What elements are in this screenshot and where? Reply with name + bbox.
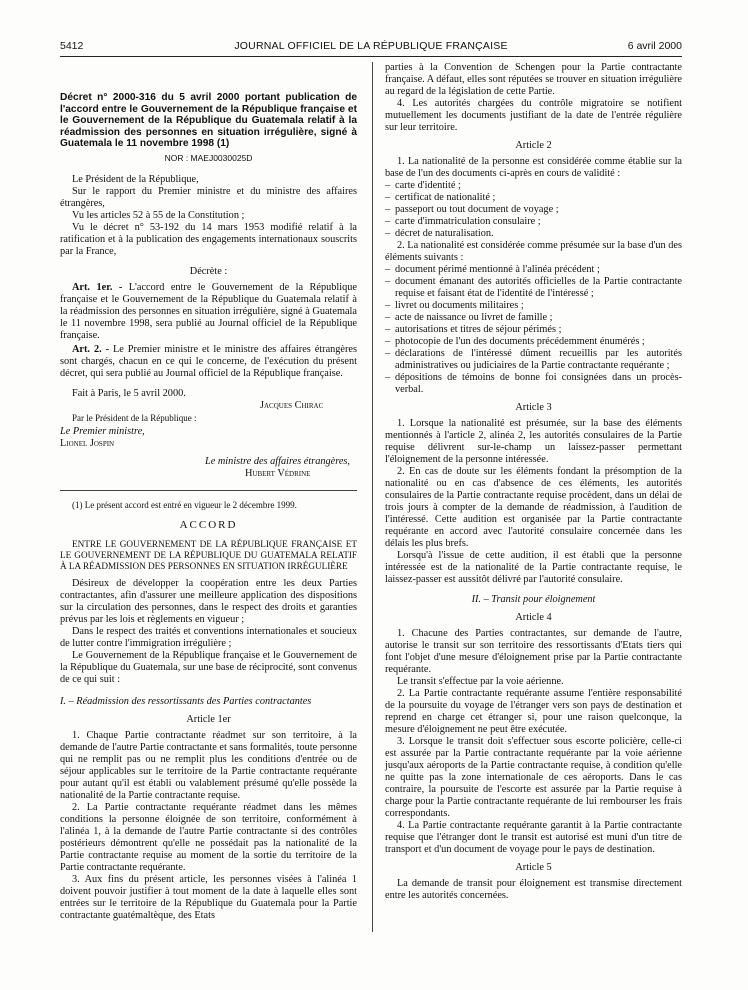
article-5-heading: Article 5: [515, 862, 552, 873]
page-number: 5412: [60, 40, 84, 52]
intro-paragraph: Le Gouvernement de la République française et le Gouvernement de la République du Guatemala, sur une base de réciprocité, sont convenus de ce qui suit :: [60, 649, 357, 685]
foreign-minister-name: Hubert Védrine: [245, 467, 311, 479]
intro-paragraph: Dans le respect des traités et conventions internationales et soucieux de lutter contre l'immigration irrégulière ;: [60, 625, 357, 649]
article-5-paragraph: La demande de transit pour éloignement est transmise directement entre les autorités concernées.: [385, 878, 682, 901]
president-signature: Jacques Chirac: [260, 399, 324, 411]
list-item: – décret de naturalisation.: [385, 228, 682, 240]
section-2-heading: II. – Transit pour éloignement: [471, 594, 596, 605]
foreign-minister-title: Le ministre des affaires étrangères,: [205, 455, 351, 467]
decree-article-2-label: Art. 2. -: [72, 343, 110, 355]
article-1-paragraph: 3. Aux fins du présent article, les personnes visées à l'alinéa 1 doivent pouvoir justifier à tout moment de la date à laquelle elles sont entrées sur le territoire de la République du Guatemala pour la Partie contractante guatémaltèque, des Etats: [60, 873, 357, 921]
decree-article-2: [60, 344, 357, 380]
article-4-paragraph: 4. La Partie contractante requérante garantit à la Partie contractante requise que l'étranger dont le transit est autorisé est muni d'un titre de transport et d'un document de voyage pour le pays de destination.: [385, 820, 682, 855]
article-2-paragraph: 1. La nationalité de la personne est considérée comme établie sur la base de l'un des documents ci-après en cours de validité :: [385, 156, 682, 179]
list-item: – document périmé mentionné à l'alinéa précédent ;: [385, 264, 682, 276]
intro-paragraph: Désireux de développer la coopération entre les deux Parties contractantes, afin d'assurer une meilleure application des dispositions sur la circulation des personnes, dans le respect des droits et garanties prévus par les lois et règlements en vigueur ;: [60, 577, 357, 625]
article-3-paragraph: 2. En cas de doute sur les éléments fondant la présomption de la nationalité ou en cas d'absence de ces éléments, les autorités consulaires de la Partie contractante requise procèdent, dans un délai de trois jours à compter de la demande de réadmission, à l'audition de l'intéressé. Cette audition est organisée par la Partie contractante requérante en accord avec l'autorité consulaire concernée dans les délais les plus brefs.: [385, 466, 682, 549]
article-2-paragraph: 2. La nationalité est considérée comme présumée sur la base d'un des éléments suivants :: [385, 240, 682, 263]
list-item: – passeport ou tout document de voyage ;: [385, 204, 682, 216]
preamble: [60, 174, 357, 258]
header-rule: [60, 56, 682, 57]
accord-title: ENTRE LE GOUVERNEMENT DE LA RÉPUBLIQUE FRANÇAISE ET LE GOUVERNEMENT DE LA RÉPUBLIQUE DU GUATEMALA RELATIF À LA RÉADMISSION DES PERSONNES EN SITUATION IRRÉGULIÈRE: [60, 538, 357, 571]
signature-place-date: Fait à Paris, le 5 avril 2000.: [72, 387, 186, 399]
column-divider: [372, 62, 373, 932]
decree-title: Décret n° 2000-316 du 5 avril 2000 portant publication de l'accord entre le Gouvernement de la République française et le Gouvernement de la République du Guatemala relatif à la réadmission des personnes en situation irrégulière, signé à Guatemala le 11 novembre 1998 (1): [60, 92, 357, 150]
list-item: – dépositions de témoins de bonne foi consignées dans un procès-verbal.: [385, 372, 682, 396]
article-1-paragraph: 1. Chaque Partie contractante réadmet sur son territoire, à la demande de l'autre Partie contractante et sans formalités, toute personne qui ne remplit pas ou ne remplit plus les conditions d'entrée ou de séjour applicables sur le territoire de la Partie contractante requérante pour autant qu'il est établi ou valablement présumé qu'elle possède la nationalité de la Partie contractante requise.: [60, 729, 357, 801]
preamble-line: Sur le rapport du Premier ministre et du ministre des affaires étrangères,: [60, 185, 357, 209]
preamble-line: Vu le décret n° 53-192 du 14 mars 1953 modifié relatif à la ratification et à la publication des engagements internationaux souscrits par la France,: [60, 221, 357, 257]
accord-heading: ACCORD: [179, 518, 238, 531]
article-4-paragraph: 2. La Partie contractante requérante assume l'entière responsabilité de la poursuite du voyage de l'étranger vers son pays de destination et reprend en charge cet étranger si, pour une raison quelconque, la mesure d'éloignement ne peut être exécutée.: [385, 688, 682, 735]
decrete-heading: Décrète :: [189, 265, 228, 277]
list-item: – carte d'immatriculation consulaire ;: [385, 216, 682, 228]
list-item: – livret ou documents militaires ;: [385, 300, 682, 312]
footnote-separator: [60, 490, 357, 491]
presumed-elements-list: [385, 264, 682, 396]
article-3-paragraph: Lorsqu'à l'issue de cette audition, il est établi que la personne intéressée est de la nationalité de la Partie contractante requise, le laissez-passer est aussitôt délivré par l'autorité consulaire.: [385, 550, 682, 585]
decree-article-1: [60, 282, 357, 342]
left-column: [60, 62, 357, 922]
article-4-paragraph: 3. Lorsque le transit doit s'effectuer sous escorte policière, celle-ci est assurée par la Partie contractante requérante par la voie aérienne jusqu'aux aéroports de la Partie contractante requise, à condition qu'elle ne quitte pas la zone internationale de ces aéroports. Dans le cas contraire, la poursuite de l'escorte est assurée par la Partie requise à charge pour la Partie contractante requérante de lui rembourser les frais correspondants.: [385, 736, 682, 819]
decree-article-2-text: Le Premier ministre et le ministre des affaires étrangères sont chargés, chacun en ce qui le concerne, de l'exécution du présent décret, qui sera publié au Journal officiel de la République française.: [60, 343, 358, 379]
list-item: – document émanant des autorités officielles de la Partie contractante requise et faisant état de l'identité de l'intéressé ;: [385, 276, 682, 300]
accord-intro: [60, 578, 357, 686]
nor-reference: NOR : MAEJ0030025D: [164, 152, 253, 163]
decree-article-1-label: Art. 1er. -: [72, 281, 123, 293]
preamble-line: Vu les articles 52 à 55 de la Constitution ;: [72, 209, 245, 221]
prime-minister-name: Lionel Jospin: [60, 437, 115, 449]
continued-paragraph: 4. Les autorités chargées du contrôle migratoire se notifient mutuellement les documents justifiant de la date de l'entrée régulière sur leur territoire.: [385, 98, 682, 133]
list-item: – carte d'identité ;: [385, 180, 682, 192]
continued-paragraph: parties à la Convention de Schengen pour la Partie contractante française. A défaut, elles sont réputées se trouver en situation irrégulière au regard de la législation de cette Partie.: [385, 62, 682, 97]
list-item: – autorisations et titres de séjour périmés ;: [385, 324, 682, 336]
list-item: – acte de naissance ou livret de famille ;: [385, 312, 682, 324]
list-item: – certificat de nationalité ;: [385, 192, 682, 204]
footnote: (1) Le présent accord est entré en vigueur le 2 décembre 1999.: [72, 499, 297, 510]
right-column: [385, 62, 682, 902]
preamble-line: Le Président de la République,: [72, 173, 199, 185]
section-1-heading: I. – Réadmission des ressortissants des Parties contractantes: [60, 695, 312, 707]
countersign-intro: Par le Président de la République :: [72, 412, 197, 423]
article-1-heading: Article 1er: [186, 713, 231, 725]
article-1-paragraph: 2. La Partie contractante requérante réadmet dans les mêmes conditions la personne éloignée de son territoire, conformément à l'alinéa 1, à la demande de l'autre Partie contractante si des contrôles postérieurs démontrent qu'elle ne possédait pas la nationalité de la Partie contractante requise au moment de la sortie du territoire de la Partie contractante requérante.: [60, 801, 357, 873]
list-item: – photocopie de l'un des documents précédemment énumérés ;: [385, 336, 682, 348]
article-4-heading: Article 4: [515, 612, 552, 623]
prime-minister-title: Le Premier ministre,: [60, 425, 145, 437]
article-3-paragraph: 1. Lorsque la nationalité est présumée, sur la base des éléments mentionnés à l'article 2, alinéa 2, les autorités consulaires de la Partie requise délivrent sur-le-champ un laissez-passer permettant l'éloignement de la personne intéressée.: [385, 418, 682, 465]
list-item: – déclarations de l'intéressé dûment recueillis par les autorités administratives ou judiciaires de la Partie contractante requérante ;: [385, 348, 682, 372]
article-4-paragraph: Le transit s'effectue par la voie aérienne.: [397, 676, 564, 687]
established-documents-list: [385, 180, 682, 240]
article-3-heading: Article 3: [515, 402, 552, 413]
page-header: [60, 40, 682, 54]
article-4-paragraph: 1. Chacune des Parties contractantes, sur demande de l'autre, autorise le transit sur son territoire des ressortissants d'Etats tiers qui font l'objet d'une mesure d'éloignement prise par la Partie contractante requérante.: [385, 628, 682, 675]
issue-date: 6 avril 2000: [627, 40, 682, 52]
journal-title: JOURNAL OFFICIEL DE LA RÉPUBLIQUE FRANÇAISE: [234, 40, 508, 52]
article-2-heading: Article 2: [515, 140, 552, 151]
decree-article-1-text: L'accord entre le Gouvernement de la République française et le Gouvernement de la République du Guatemala relatif à la réadmission des personnes en situation irrégulière, signé à Guatemala le 11 novembre 1998, sera publié au Journal officiel de la République française.: [60, 281, 357, 341]
